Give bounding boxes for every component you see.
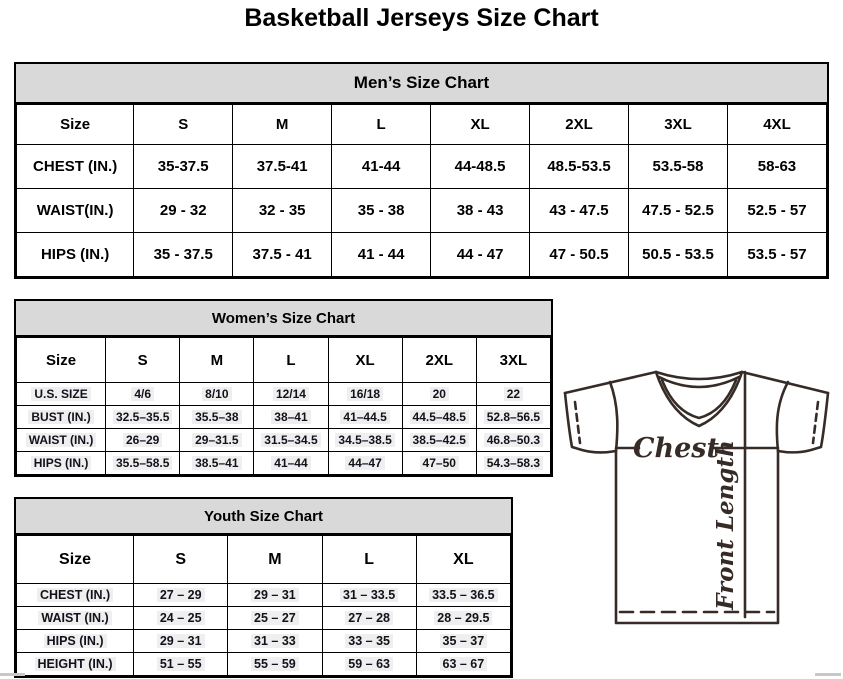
cell-text: 47 - 50.5 bbox=[549, 246, 609, 263]
cell-text: Size bbox=[60, 116, 91, 133]
size-value-cell bbox=[328, 383, 402, 406]
cell-text: HIPS (IN.) bbox=[31, 456, 92, 470]
size-value-cell bbox=[106, 452, 180, 475]
table-row bbox=[17, 145, 827, 189]
size-value-cell bbox=[530, 145, 629, 189]
size-value-cell bbox=[530, 233, 629, 277]
cell-text: L bbox=[364, 550, 375, 568]
cell-text: 35-37.5 bbox=[157, 158, 209, 175]
youth-chart-title: Youth Size Chart bbox=[16, 499, 511, 535]
cell-text: 16/18 bbox=[347, 387, 383, 401]
cell-text: 44.5–48.5 bbox=[410, 410, 469, 424]
cell-text: 44-48.5 bbox=[454, 158, 506, 175]
mens-size-chart-section bbox=[14, 62, 829, 279]
cell-text: 31 – 33 bbox=[251, 634, 299, 648]
jersey-left-cuff-dashes bbox=[575, 402, 580, 443]
column-header bbox=[322, 536, 416, 584]
size-value-cell bbox=[431, 189, 530, 233]
row-label bbox=[17, 630, 134, 653]
cell-text: 29–31.5 bbox=[192, 433, 241, 447]
jersey-measurement-diagram bbox=[563, 360, 835, 628]
cell-text: 52.8–56.5 bbox=[484, 410, 543, 424]
cell-text: 32.5–35.5 bbox=[113, 410, 172, 424]
size-value-cell bbox=[106, 429, 180, 452]
cell-text: 35.5–38 bbox=[192, 410, 241, 424]
column-header bbox=[328, 338, 402, 383]
row-label bbox=[17, 233, 134, 277]
cell-text: 41 - 44 bbox=[357, 246, 405, 263]
size-value-cell bbox=[328, 429, 402, 452]
size-value-cell bbox=[228, 584, 322, 607]
size-value-cell bbox=[134, 607, 228, 630]
cell-text: 44–47 bbox=[345, 456, 384, 470]
jersey-left-armhole-seam bbox=[610, 382, 617, 451]
cell-text: 47–50 bbox=[420, 456, 459, 470]
womens-size-table bbox=[16, 337, 551, 475]
size-value-cell bbox=[431, 145, 530, 189]
size-value-cell bbox=[476, 383, 550, 406]
column-header bbox=[106, 338, 180, 383]
size-value-cell bbox=[332, 233, 431, 277]
column-header bbox=[416, 536, 510, 584]
front-length-label: Front Length bbox=[712, 440, 739, 610]
table-row bbox=[17, 233, 827, 277]
header-row bbox=[17, 536, 511, 584]
cell-text: 33.5 – 36.5 bbox=[429, 588, 498, 602]
size-value-cell bbox=[727, 145, 826, 189]
cell-text: 38.5–41 bbox=[192, 456, 241, 470]
row-label bbox=[17, 607, 134, 630]
jersey-diagram-svg bbox=[563, 360, 835, 628]
size-value-cell bbox=[180, 406, 254, 429]
cell-text: CHEST (IN.) bbox=[33, 158, 118, 175]
size-value-cell bbox=[328, 406, 402, 429]
cell-text: 12/14 bbox=[273, 387, 309, 401]
size-value-cell bbox=[254, 383, 328, 406]
cell-text: 58-63 bbox=[757, 158, 797, 175]
size-value-cell bbox=[402, 429, 476, 452]
size-value-cell bbox=[228, 630, 322, 653]
cell-text: M bbox=[275, 116, 289, 133]
column-header bbox=[431, 105, 530, 145]
cell-text: 31 – 33.5 bbox=[340, 588, 398, 602]
jersey-left-sleeve bbox=[565, 393, 616, 452]
size-value-cell bbox=[134, 189, 233, 233]
cell-text: 24 – 25 bbox=[157, 611, 205, 625]
size-value-cell bbox=[476, 406, 550, 429]
cell-text: 46.8–50.3 bbox=[484, 433, 543, 447]
cell-text: HEIGHT (IN.) bbox=[35, 657, 116, 671]
cell-text: 4XL bbox=[763, 116, 791, 133]
cell-text: XL bbox=[355, 351, 375, 369]
header-row bbox=[17, 105, 827, 145]
cell-text: 28 – 29.5 bbox=[434, 611, 492, 625]
size-value-cell bbox=[233, 189, 332, 233]
cell-text: XL bbox=[453, 550, 474, 568]
size-value-cell bbox=[134, 145, 233, 189]
size-value-cell bbox=[402, 406, 476, 429]
size-value-cell bbox=[134, 630, 228, 653]
row-label bbox=[17, 145, 134, 189]
cell-text: 55 – 59 bbox=[251, 657, 299, 671]
column-header bbox=[476, 338, 550, 383]
table-row bbox=[17, 429, 551, 452]
cell-text: 35 – 37 bbox=[440, 634, 488, 648]
size-value-cell bbox=[416, 607, 510, 630]
cell-text: L bbox=[376, 116, 386, 133]
size-value-cell bbox=[233, 145, 332, 189]
column-header bbox=[254, 338, 328, 383]
cell-text: M bbox=[210, 351, 224, 369]
size-value-cell bbox=[180, 383, 254, 406]
size-value-cell bbox=[476, 429, 550, 452]
cell-text: 35.5–58.5 bbox=[113, 456, 172, 470]
cell-text: 2XL bbox=[565, 116, 593, 133]
size-value-cell bbox=[402, 452, 476, 475]
cell-text: 53.5 - 57 bbox=[747, 246, 807, 263]
size-value-cell bbox=[228, 607, 322, 630]
cell-text: WAIST(IN.) bbox=[36, 202, 114, 219]
size-value-cell bbox=[629, 233, 728, 277]
cell-text: 37.5 - 41 bbox=[252, 246, 312, 263]
scrollbar-fragment-left bbox=[0, 673, 25, 676]
row-label bbox=[17, 452, 106, 475]
column-header bbox=[180, 338, 254, 383]
youth-size-table bbox=[16, 535, 511, 676]
cell-text: 53.5-58 bbox=[652, 158, 704, 175]
cell-text: 52.5 - 57 bbox=[747, 202, 807, 219]
size-value-cell bbox=[431, 233, 530, 277]
size-value-cell bbox=[322, 630, 416, 653]
row-label bbox=[17, 406, 106, 429]
cell-text: 29 – 31 bbox=[157, 634, 205, 648]
cell-text: Size bbox=[59, 550, 92, 568]
cell-text: 3XL bbox=[499, 351, 528, 369]
size-value-cell bbox=[332, 189, 431, 233]
size-value-cell bbox=[416, 630, 510, 653]
page-title: Basketball Jerseys Size Chart bbox=[244, 4, 599, 32]
table-row bbox=[17, 630, 511, 653]
jersey-right-sleeve bbox=[778, 393, 828, 452]
cell-text: HIPS (IN.) bbox=[40, 246, 110, 263]
header-row bbox=[17, 338, 551, 383]
cell-text: 4/6 bbox=[131, 387, 154, 401]
mens-size-table bbox=[16, 104, 827, 277]
cell-text: 44 - 47 bbox=[456, 246, 504, 263]
column-header bbox=[233, 105, 332, 145]
cell-text: XL bbox=[470, 116, 490, 133]
column-header bbox=[629, 105, 728, 145]
cell-text: 27 – 29 bbox=[157, 588, 205, 602]
cell-text: 35 - 37.5 bbox=[153, 246, 213, 263]
cell-text: 34.5–38.5 bbox=[335, 433, 394, 447]
cell-text: 29 – 31 bbox=[251, 588, 299, 602]
size-value-cell bbox=[402, 383, 476, 406]
size-value-cell bbox=[180, 452, 254, 475]
table-row bbox=[17, 452, 551, 475]
size-value-cell bbox=[106, 406, 180, 429]
cell-text: WAIST (IN.) bbox=[26, 433, 97, 447]
cell-text: L bbox=[286, 351, 296, 369]
column-header bbox=[228, 536, 322, 584]
table-row bbox=[17, 406, 551, 429]
row-label bbox=[17, 189, 134, 233]
mens-chart-title: Men’s Size Chart bbox=[16, 64, 827, 104]
column-header bbox=[17, 338, 106, 383]
size-value-cell bbox=[254, 429, 328, 452]
cell-text: 3XL bbox=[664, 116, 692, 133]
cell-text: 51 – 55 bbox=[157, 657, 205, 671]
cell-text: 41–44 bbox=[271, 456, 310, 470]
cell-text: S bbox=[137, 351, 148, 369]
size-value-cell bbox=[322, 653, 416, 676]
row-label bbox=[17, 429, 106, 452]
cell-text: 47.5 - 52.5 bbox=[642, 202, 714, 219]
table-row bbox=[17, 653, 511, 676]
cell-text: 32 - 35 bbox=[258, 202, 306, 219]
size-value-cell bbox=[106, 383, 180, 406]
size-value-cell bbox=[134, 653, 228, 676]
column-header bbox=[332, 105, 431, 145]
column-header bbox=[402, 338, 476, 383]
row-label bbox=[17, 383, 106, 406]
row-label bbox=[17, 584, 134, 607]
cell-text: 25 – 27 bbox=[251, 611, 299, 625]
size-value-cell bbox=[328, 452, 402, 475]
column-header bbox=[134, 105, 233, 145]
cell-text: 31.5–34.5 bbox=[261, 433, 320, 447]
youth-size-chart-section bbox=[14, 497, 513, 678]
cell-text: 20 bbox=[430, 387, 449, 401]
cell-text: 38.5–42.5 bbox=[410, 433, 469, 447]
size-value-cell bbox=[629, 145, 728, 189]
size-value-cell bbox=[134, 233, 233, 277]
size-value-cell bbox=[416, 584, 510, 607]
cell-text: WAIST (IN.) bbox=[38, 611, 111, 625]
cell-text: BUST (IN.) bbox=[28, 410, 93, 424]
table-row bbox=[17, 189, 827, 233]
cell-text: CHEST (IN.) bbox=[37, 588, 113, 602]
cell-text: 2XL bbox=[425, 351, 453, 369]
cell-text: 8/10 bbox=[202, 387, 231, 401]
column-header bbox=[727, 105, 826, 145]
womens-chart-title: Women’s Size Chart bbox=[16, 301, 551, 337]
table-row bbox=[17, 584, 511, 607]
cell-text: 41-44 bbox=[361, 158, 401, 175]
cell-text: S bbox=[175, 550, 187, 568]
cell-text: 63 – 67 bbox=[440, 657, 488, 671]
size-value-cell bbox=[530, 189, 629, 233]
cell-text: Size bbox=[46, 351, 77, 369]
size-value-cell bbox=[476, 452, 550, 475]
size-value-cell bbox=[727, 189, 826, 233]
size-value-cell bbox=[228, 653, 322, 676]
table-row bbox=[17, 383, 551, 406]
cell-text: 54.3–58.3 bbox=[484, 456, 543, 470]
cell-text: 50.5 - 53.5 bbox=[642, 246, 714, 263]
womens-size-chart-section bbox=[14, 299, 553, 477]
size-value-cell bbox=[254, 452, 328, 475]
jersey-right-cuff-dashes bbox=[813, 402, 818, 443]
row-label bbox=[17, 653, 134, 676]
jersey-collar-back-arc bbox=[656, 372, 742, 379]
cell-text: 38–41 bbox=[271, 410, 310, 424]
size-value-cell bbox=[416, 653, 510, 676]
column-header bbox=[17, 105, 134, 145]
column-header bbox=[530, 105, 629, 145]
cell-text: 41–44.5 bbox=[340, 410, 389, 424]
cell-text: 38 - 43 bbox=[456, 202, 504, 219]
cell-text: 37.5-41 bbox=[256, 158, 308, 175]
cell-text: 29 - 32 bbox=[159, 202, 207, 219]
size-value-cell bbox=[180, 429, 254, 452]
cell-text: M bbox=[268, 550, 282, 568]
cell-text: 48.5-53.5 bbox=[547, 158, 611, 175]
table-row bbox=[17, 607, 511, 630]
jersey-body-outline bbox=[616, 451, 778, 623]
cell-text: 22 bbox=[504, 387, 523, 401]
size-value-cell bbox=[332, 145, 431, 189]
cell-text: U.S. SIZE bbox=[31, 387, 90, 401]
scrollbar-fragment-right bbox=[815, 673, 841, 676]
size-value-cell bbox=[134, 584, 228, 607]
cell-text: 43 - 47.5 bbox=[549, 202, 609, 219]
column-header bbox=[17, 536, 134, 584]
size-value-cell bbox=[254, 406, 328, 429]
chest-label: Chest bbox=[633, 433, 719, 464]
cell-text: 59 – 63 bbox=[345, 657, 393, 671]
size-value-cell bbox=[233, 233, 332, 277]
size-value-cell bbox=[322, 584, 416, 607]
jersey-right-armhole-seam bbox=[777, 382, 788, 451]
column-header bbox=[134, 536, 228, 584]
size-value-cell bbox=[629, 189, 728, 233]
size-value-cell bbox=[727, 233, 826, 277]
cell-text: S bbox=[178, 116, 189, 133]
cell-text: 33 – 35 bbox=[345, 634, 393, 648]
size-value-cell bbox=[322, 607, 416, 630]
cell-text: 26–29 bbox=[123, 433, 162, 447]
cell-text: 27 – 28 bbox=[345, 611, 393, 625]
cell-text: 35 - 38 bbox=[357, 202, 405, 219]
cell-text: HIPS (IN.) bbox=[44, 634, 107, 648]
